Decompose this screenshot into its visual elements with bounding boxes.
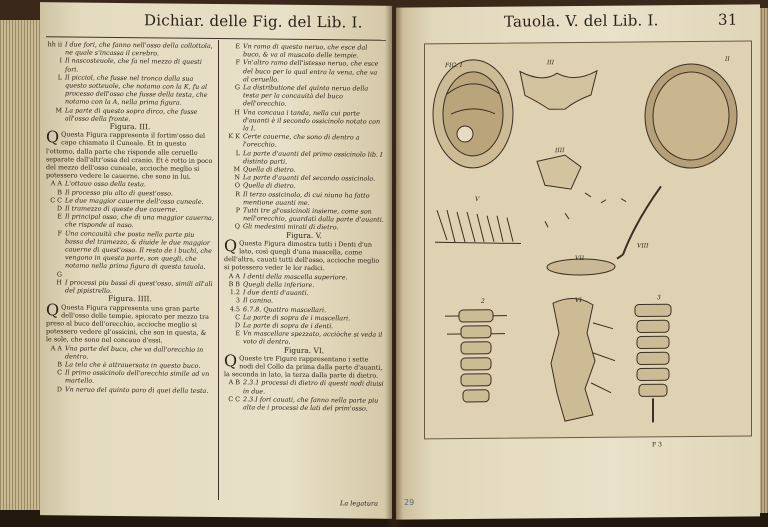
book-gutter	[385, 0, 403, 527]
column-divider	[218, 40, 219, 500]
legend-row	[224, 378, 384, 396]
label-fig-viii: VIII	[637, 242, 649, 250]
signature-mark: F 3	[652, 441, 662, 449]
legend-key: 1.2	[229, 288, 240, 297]
legend-row	[224, 395, 384, 413]
legend-text: Certe cauerne, che sono di dentro a l'orecchio.	[243, 132, 360, 150]
legend-text: Il tramezzo di queste due cauerne.	[65, 204, 178, 214]
legend-key: K K	[228, 132, 240, 141]
legend-text: Una concauità che posta nella parte piu bassa del tramezzo, & diuide le due maggior cauerne di quest'osso. Il resto de i buchi, che vengono in questa parte, son quegli, che notamo nella prima figura di questa tauola.	[65, 229, 212, 272]
legend-key: G	[56, 270, 62, 279]
col2-legend	[224, 42, 384, 232]
legend-text: Vn ramo di questo neruo, che esce dal buco, & va al muscolo delle tempie.	[243, 42, 368, 60]
legend-key: D	[234, 321, 240, 330]
figure-5-title: Figura. V.	[285, 230, 322, 240]
legend-text: Vna parte del buco, che va dall'orecchio in dentro.	[65, 343, 204, 361]
figure-5-legend	[224, 272, 384, 348]
figure-6-legend	[224, 378, 384, 412]
legend-key: G	[234, 83, 240, 92]
figure-5-text: Questa Figura dimostra tutti i Denti d'un lato, così quegli d'una mascella, come dell'altra, cauati tutti dell'osso, accioche meglio si potessero veder le lor radici.	[224, 239, 380, 273]
legend-row	[46, 344, 214, 362]
legend-text: La distributione del quinto neruo della testa per la concauità del buco dell'orecchio.	[243, 83, 369, 109]
col1-legend	[46, 40, 214, 124]
figure-6-title: Figura. VI.	[283, 345, 325, 355]
drop-cap: Q	[224, 350, 238, 370]
figure-4-legend	[46, 344, 214, 395]
legend-key: B	[57, 360, 62, 369]
legend-row	[224, 149, 384, 167]
drop-cap: Q	[224, 235, 238, 256]
legend-key: 4.5	[229, 304, 240, 313]
figure-3-text: Questa Figura rappresenta il fortim'osso del capo chiamato il Cuneale. Et in questo l'ottomo, dalla parte che risponde alle ceruello separate dall'altr'ossa del cranio. Et è rotto in poco del mezzo dell'osso cuneale, accioche meglio si potessero vedere le cauerne, che sono in lui.	[46, 130, 213, 181]
legend-key: N	[234, 173, 240, 182]
legend-text: Il processo piu alto di quest'osso.	[65, 188, 173, 198]
legend-key: O	[234, 181, 240, 190]
legend-key: D	[56, 204, 62, 213]
page-edges-left	[0, 20, 42, 510]
legend-row	[46, 229, 214, 272]
legend-text: 2.3.I fori cauati, che fanno nella parte piu alta de i processi de lati del prim'osso.	[243, 395, 379, 413]
legend-row	[224, 206, 384, 224]
label-3: 3	[657, 294, 661, 302]
label-fig-vi: VI	[575, 296, 582, 305]
left-running-head: Dichiar. delle Fig. del Lib. I.	[144, 11, 363, 32]
legend-text: I denti della mascella superiore.	[243, 271, 348, 282]
anatomical-plate	[424, 40, 752, 439]
legend-key: E	[235, 329, 240, 338]
legend-key: F	[235, 58, 240, 67]
legend-key: I	[59, 56, 62, 65]
right-page	[396, 4, 760, 519]
legend-key: P	[235, 206, 240, 215]
legend-key: E	[235, 42, 240, 51]
legend-row	[46, 73, 214, 108]
legend-text: Il canino.	[243, 296, 274, 305]
legend-row	[46, 385, 214, 395]
pencil-note: 29	[404, 498, 415, 507]
legend-text: Le due maggior cauerne dell'osso cuneale.	[65, 196, 204, 206]
legend-key: M	[233, 165, 240, 174]
legend-row	[46, 40, 214, 58]
legend-text: La parte d'auanti del primo ossicinolo lib. I distinto parti.	[243, 148, 383, 166]
vertebrae-front-drawing	[445, 310, 507, 403]
drop-cap: Q	[46, 127, 60, 147]
legend-text: I due fori, che fanno nell'osso della collottola, ne quale s'incassa il cerebro.	[65, 40, 213, 58]
legend-key: L	[235, 148, 240, 157]
legend-text: Il terzo ossicinolo, di cui niuno ha fatto mentione auanti me.	[243, 189, 370, 207]
figure-4-title: Figura. IIII.	[108, 294, 152, 304]
sphenoid-drawing	[520, 71, 597, 110]
legend-key: C C	[228, 394, 240, 403]
legend-text: La parte d'auanti del secondo ossicinolo.	[243, 173, 376, 183]
vertebrae-back-drawing	[635, 304, 671, 422]
legend-key: A A	[50, 343, 62, 352]
legend-key: F	[57, 229, 62, 238]
legend-text: Gli medesimi mirati di dietro.	[243, 222, 339, 232]
legend-key: L	[57, 73, 62, 82]
vertebrae-side-drawing	[551, 298, 615, 421]
legend-row	[224, 132, 384, 150]
legend-key: R	[235, 189, 240, 198]
left-column-1	[46, 40, 214, 394]
legend-row	[224, 329, 384, 347]
legend-text: Il principal osso, che di una maggior cauerna, che risponde al naso.	[65, 212, 214, 230]
legend-key: B	[57, 187, 62, 197]
legend-text: 6.7.8. Quattro mascellari.	[243, 304, 327, 314]
legend-text: La tela che è attrauersata in questo buco.	[65, 360, 201, 370]
legend-text: Il nascosteuole, che fa nel mezzo di questi fori.	[65, 56, 202, 74]
left-page	[40, 2, 392, 519]
legend-key: B B	[228, 280, 240, 289]
label-fig-i: FIG. I	[445, 62, 463, 70]
legend-text: La parte di sopra de i mascellari.	[243, 312, 351, 323]
ossicles-drawing	[537, 155, 581, 189]
legend-text: Vna concaua i tanda, nella cui parte d'auanti è il secondo ossicinolo notato con la I.	[243, 107, 381, 133]
label-fig-iiii: IIII	[555, 147, 565, 155]
left-column-2	[224, 42, 384, 413]
legend-row	[46, 368, 214, 386]
legend-key: A A	[50, 179, 62, 188]
right-running-head: Tauola. V. del Lib. I.	[504, 11, 659, 31]
legend-text: I processi piu bassi di quest'osso, simili all'ali del pipistrello.	[65, 278, 213, 296]
figure-4-text: Questa Figura rappresenta una gran parte dell'osso delle tempie, spiccato per mezzo tra preso al buco dell'orecchio, accioche meglio si potessero vedere gl'ossicini, che son in questa, & le sole, che sono nel concauo d'essi.	[46, 302, 209, 345]
drop-cap: Q	[46, 299, 60, 319]
legend-row	[224, 108, 384, 134]
legend-text: Il primo ossicinolo dell'orecchio simile ad vn martello.	[65, 368, 210, 386]
page-number: 31	[718, 10, 738, 29]
figure-6-text: Queste tre Figure rappresentano i sette nodi del Collo da prima dalla parte d'auanti, la seconda in lato, la terza dalla parte di dietro.	[224, 353, 383, 380]
legend-row	[46, 57, 214, 75]
legend-key: 3	[235, 296, 240, 305]
figure-3-legend	[46, 180, 214, 297]
legend-row	[224, 83, 384, 109]
legend-key: H	[234, 107, 240, 116]
legend-key: M	[55, 105, 62, 115]
label-fig-v: V	[475, 195, 480, 203]
catchword: La legatura	[340, 499, 379, 508]
legend-text: Tutti tre gl'ossicinoli insieme, come son nell'orecchio, guardati dalla parte d'auanti.	[243, 206, 384, 225]
legend-key: A B	[228, 378, 240, 387]
legend-key: D	[56, 384, 62, 393]
legend-text: Quella di dietro.	[243, 181, 296, 191]
legend-text: Quella di dietro.	[243, 165, 296, 174]
legend-key: C C	[50, 196, 62, 205]
label-fig-ii: II	[725, 55, 730, 63]
legend-text: Vn neruo del quinto paro di quei della testa.	[65, 384, 209, 395]
teeth-drawing	[435, 209, 521, 244]
legend-key: hh ii	[47, 40, 62, 49]
legend-key: A A	[228, 271, 240, 280]
legend-text: 2.3.1 processi di dietro di questi nodi diuisi in due.	[243, 378, 384, 396]
legend-key: H	[56, 278, 62, 287]
label-fig-vii: VII	[575, 254, 585, 263]
legend-text: Vn mascellare spezzato, acciòche si veda il voto di dentro.	[243, 329, 383, 347]
legend-key: C	[235, 312, 240, 321]
legend-key: C	[57, 368, 62, 377]
legend-row	[224, 42, 384, 60]
label-fig-iii: III	[547, 59, 555, 67]
figure-3-title: Figura. III.	[109, 121, 151, 132]
legend-text: I due denti d'auanti.	[243, 288, 309, 298]
label-2: 2	[481, 297, 485, 305]
legend-row	[224, 58, 384, 84]
plate-drawing	[425, 41, 751, 438]
legend-text: Quegli della inferiore.	[243, 280, 315, 289]
figure-3-description	[46, 127, 214, 181]
legend-key: Q	[234, 222, 240, 231]
legend-text: L'ottauo osso della testa.	[65, 179, 146, 189]
legend-text: Vn'altro ramo dell'istesso neruo, che esce del buco per lo qual entra la vena, che va al ceruello.	[243, 58, 379, 84]
legend-text: La parte di questo sopra dirco, che fusse all'osso della fronte.	[65, 106, 198, 123]
legend-key: E	[57, 212, 62, 221]
legend-row	[46, 212, 214, 230]
legend-text: Il picciol, che fusse nel tronco dalla sua questo sotteuole, che notamo con la K, fu al processo dell'osso che fusse della testa, che notamo con la A, nella prima figura.	[65, 73, 208, 108]
legend-text: La parte di sopra de i denti.	[243, 321, 334, 331]
legend-row	[224, 190, 384, 208]
